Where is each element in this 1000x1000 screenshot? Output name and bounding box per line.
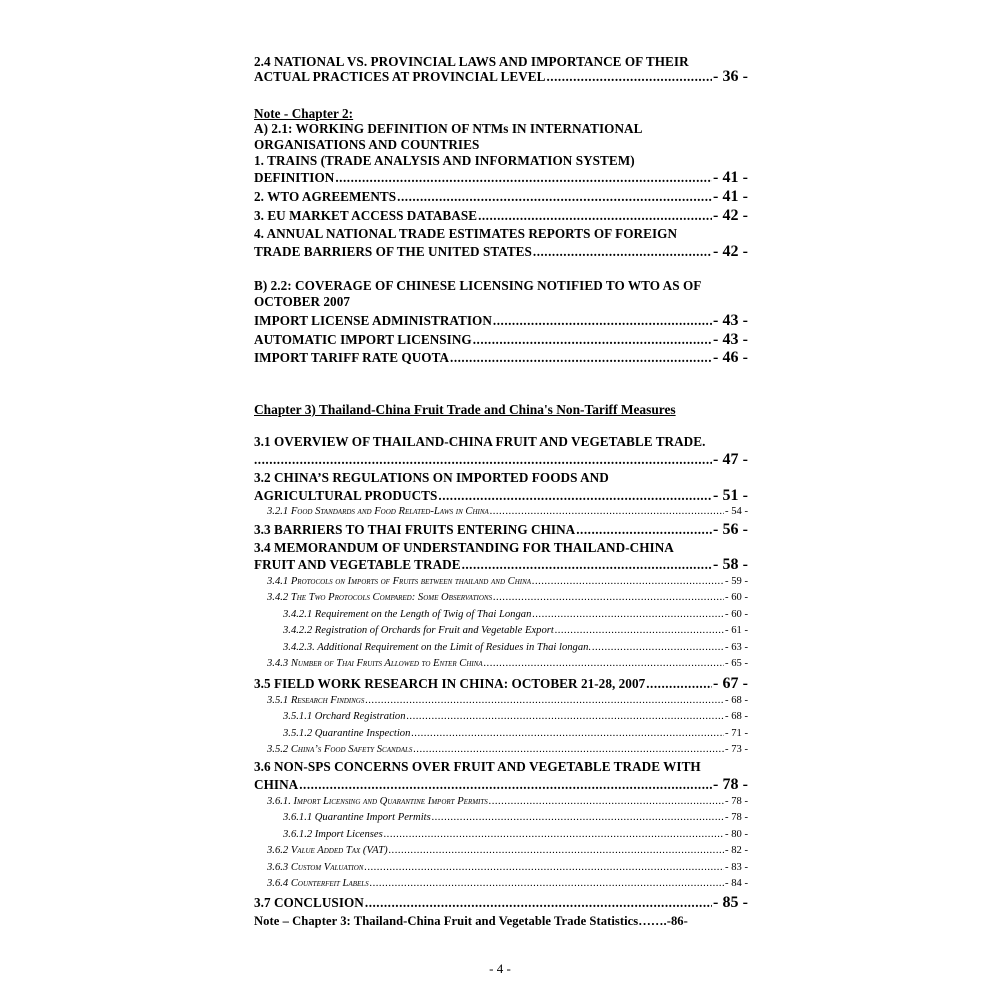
toc-entry-label: 3.5.1.2 Quarantine Inspection bbox=[283, 728, 411, 739]
page-number: - 68 - bbox=[725, 711, 748, 722]
toc-entry-label: 3.2.1 Food Standards and Food Related-Laws in China bbox=[267, 506, 489, 517]
toc-entry-3-6-line1: 3.6 NON-SPS CONCERNS OVER FRUIT AND VEGETABLE TRADE WITH bbox=[254, 759, 701, 774]
toc-entry-label: ACTUAL PRACTICES AT PROVINCIAL LEVEL bbox=[254, 69, 546, 84]
dot-leader bbox=[384, 830, 724, 841]
page-number: - 71 - bbox=[725, 728, 748, 739]
toc-entry-trains-line1: 1. TRAINS (TRADE ANALYSIS AND INFORMATION SYSTEM) bbox=[254, 153, 635, 168]
page-number: - 78 - bbox=[725, 812, 748, 823]
page-number: - 67 - bbox=[713, 675, 748, 692]
toc-entry-3-4-2-2[interactable] bbox=[283, 626, 748, 637]
toc-entry-label: 2. WTO AGREEMENTS bbox=[254, 189, 397, 204]
dot-leader bbox=[299, 778, 712, 791]
chapter-3-heading: Chapter 3) Thailand-China Fruit Trade and China's Non-Tariff Measures bbox=[254, 402, 676, 417]
page-number: - 41 - bbox=[713, 188, 748, 205]
toc-entry-3-4-2-3[interactable] bbox=[283, 643, 748, 654]
toc-entry-3-4-3[interactable] bbox=[267, 659, 748, 670]
dot-leader bbox=[254, 453, 712, 466]
page-number: - 68 - bbox=[725, 695, 748, 706]
toc-entry-label: TRADE BARRIERS OF THE UNITED STATES bbox=[254, 244, 532, 259]
dot-leader bbox=[532, 610, 724, 621]
toc-entry-label: 3.6.1. Import Licensing and Quarantine Import Permits bbox=[267, 796, 488, 807]
toc-entry-label: DEFINITION bbox=[254, 170, 335, 185]
toc-entry-label: 3.4.3 Number of Thai Fruits Allowed to Enter China bbox=[267, 658, 483, 669]
dot-leader bbox=[462, 558, 712, 571]
note-chapter-2-title: Note - Chapter 2: bbox=[254, 106, 354, 121]
toc-entry-label: 3. EU MARKET ACCESS DATABASE bbox=[254, 208, 478, 223]
toc-entry-annual-line1: 4. ANNUAL NATIONAL TRADE ESTIMATES REPORTS OF FOREIGN bbox=[254, 226, 678, 241]
note-2-b-line2: OCTOBER 2007 bbox=[254, 294, 350, 309]
page-number: - 54 - bbox=[725, 506, 748, 517]
toc-entry-3-6-2[interactable] bbox=[267, 846, 748, 857]
toc-entry-wto[interactable] bbox=[254, 189, 748, 205]
toc-entry-3-5-1-1[interactable] bbox=[283, 712, 748, 723]
toc-entry-2-4[interactable] bbox=[254, 69, 748, 85]
toc-entry-3-6-3[interactable] bbox=[267, 863, 748, 874]
toc-entry-3-4-2-1[interactable] bbox=[283, 610, 748, 621]
toc-entry-2-4-line1: 2.4 NATIONAL VS. PROVINCIAL LAWS AND IMPORTANCE OF THEIR bbox=[254, 54, 689, 69]
toc-entry-label: IMPORT TARIFF RATE QUOTA bbox=[254, 350, 450, 365]
dot-leader bbox=[473, 333, 712, 346]
page-number: - 42 - bbox=[713, 207, 748, 224]
toc-entry-ail[interactable] bbox=[254, 332, 748, 348]
toc-entry-3-4-2[interactable] bbox=[267, 593, 748, 604]
page-footer-number: - 4 - bbox=[489, 961, 511, 976]
toc-entry-3-6[interactable] bbox=[254, 777, 748, 793]
toc-entry-eu[interactable] bbox=[254, 208, 748, 224]
page-number: - 41 - bbox=[713, 169, 748, 186]
page-number: - 65 - bbox=[725, 658, 748, 669]
dot-leader bbox=[533, 245, 712, 258]
toc-entry-label: AGRICULTURAL PRODUCTS bbox=[254, 488, 438, 503]
page-number: - 78 - bbox=[713, 776, 748, 793]
dot-leader bbox=[335, 171, 712, 184]
dot-leader bbox=[397, 190, 712, 203]
toc-entry-label: 3.6.2 Value Added Tax (VAT) bbox=[267, 845, 388, 856]
toc-entry-label: 3.4.2.3. Additional Requirement on the Limit of Residues in Thai longan. bbox=[283, 642, 592, 653]
toc-entry-3-6-1-1[interactable] bbox=[283, 813, 748, 824]
toc-entry-3-5[interactable] bbox=[254, 676, 748, 692]
page-number: - 51 - bbox=[713, 487, 748, 504]
dot-leader bbox=[370, 879, 724, 890]
page-number: - 84 - bbox=[725, 878, 748, 889]
toc-entry-label: 3.6.4 Counterfeit Labels bbox=[267, 878, 369, 889]
page-number: - 47 - bbox=[713, 451, 748, 468]
toc-entry-label: 3.5.2 China’s Food Safety Scandals bbox=[267, 744, 413, 755]
page-number: - 56 - bbox=[713, 521, 748, 538]
toc-entry-label: 3.4.1 Protocols on Imports of Fruits between thailand and China bbox=[267, 576, 532, 587]
page-number: - 73 - bbox=[725, 744, 748, 755]
dot-leader bbox=[365, 896, 712, 909]
toc-entry-3-5-2[interactable] bbox=[267, 745, 748, 756]
toc-entry-label: Note – Chapter 3: Thailand-China Fruit and Vegetable Trade Statistics bbox=[254, 914, 639, 928]
dot-leader: ……. bbox=[638, 914, 667, 928]
toc-entry-3-1[interactable] bbox=[254, 452, 748, 468]
dot-leader bbox=[364, 863, 724, 874]
toc-entry-label: 3.6.1.1 Quarantine Import Permits bbox=[283, 812, 431, 823]
page-number: - 43 - bbox=[713, 331, 748, 348]
dot-leader bbox=[646, 677, 712, 690]
dot-leader bbox=[411, 729, 724, 740]
toc-entry-label: 3.6.1.2 Import Licenses bbox=[283, 829, 383, 840]
dot-leader bbox=[490, 507, 724, 518]
page-number: - 83 - bbox=[725, 862, 748, 873]
note-2-a-line1: A) 2.1: WORKING DEFINITION OF NTMs IN INTERNATIONAL bbox=[254, 121, 643, 136]
page-number: - 85 - bbox=[713, 894, 748, 911]
toc-entry-label: 3.5 FIELD WORK RESEARCH IN CHINA: OCTOBER 21-28, 2007 bbox=[254, 676, 646, 691]
page-number: - 60 - bbox=[725, 592, 748, 603]
toc-entry-ila[interactable] bbox=[254, 313, 748, 329]
toc-entry-3-2[interactable] bbox=[254, 488, 748, 504]
page-number: - 58 - bbox=[713, 556, 748, 573]
page-number: - 36 - bbox=[713, 68, 748, 85]
dot-leader bbox=[413, 745, 724, 756]
toc-entry-trains[interactable] bbox=[254, 170, 748, 186]
dot-leader bbox=[555, 626, 724, 637]
toc-entry-label: FRUIT AND VEGETABLE TRADE bbox=[254, 557, 461, 572]
toc-entry-3-4-line1: 3.4 MEMORANDUM OF UNDERSTANDING FOR THAILAND-CHINA bbox=[254, 540, 674, 555]
page-number: - 61 - bbox=[725, 625, 748, 636]
note-2-b-line1: B) 2.2: COVERAGE OF CHINESE LICENSING NOTIFIED TO WTO AS OF bbox=[254, 278, 702, 293]
page-number: - 59 - bbox=[725, 576, 748, 587]
page-number: - 80 - bbox=[725, 829, 748, 840]
toc-entry-3-5-1-2[interactable] bbox=[283, 729, 748, 740]
toc-entry-3-4-1[interactable] bbox=[267, 577, 748, 588]
dot-leader bbox=[438, 489, 712, 502]
toc-entry-3-2-1[interactable] bbox=[267, 507, 748, 518]
dot-leader bbox=[484, 659, 724, 670]
toc-entry-3-6-1-2[interactable] bbox=[283, 830, 748, 841]
dot-leader bbox=[592, 643, 724, 654]
toc-entry-label: 3.4.2.1 Requirement on the Length of Twig of Thai Longan bbox=[283, 609, 532, 620]
toc-entry-annual[interactable] bbox=[254, 244, 748, 260]
dot-leader bbox=[365, 696, 724, 707]
toc-entry-label: 3.7 CONCLUSION bbox=[254, 895, 364, 910]
dot-leader bbox=[489, 797, 724, 808]
toc-entry-3-4[interactable] bbox=[254, 557, 748, 573]
toc-entry-label: IMPORT LICENSE ADMINISTRATION bbox=[254, 313, 492, 328]
page-number: - 78 - bbox=[725, 796, 748, 807]
dot-leader bbox=[532, 577, 724, 588]
toc-entry-3-1-line1: 3.1 OVERVIEW OF THAILAND-CHINA FRUIT AND VEGETABLE TRADE. bbox=[254, 434, 706, 449]
toc-entry-itrq[interactable] bbox=[254, 350, 748, 366]
page-number: -86- bbox=[666, 914, 688, 928]
toc-entry-label: 3.5.1.1 Orchard Registration bbox=[283, 711, 406, 722]
toc-entry-3-6-4[interactable] bbox=[267, 879, 748, 890]
dot-leader bbox=[450, 351, 712, 364]
toc-entry-note-chapter-3[interactable] bbox=[254, 915, 748, 928]
toc-entry-3-7[interactable] bbox=[254, 895, 748, 911]
toc-entry-label: 3.3 BARRIERS TO THAI FRUITS ENTERING CHINA bbox=[254, 522, 576, 537]
page-number: - 63 - bbox=[725, 642, 748, 653]
page-number: - 46 - bbox=[713, 349, 748, 366]
toc-entry-label: 3.6.3 Custom Valuation bbox=[267, 862, 364, 873]
toc-entry-label: 3.4.2.2 Registration of Orchards for Fruit and Vegetable Export bbox=[283, 625, 554, 636]
toc-entry-label: AUTOMATIC IMPORT LICENSING bbox=[254, 332, 472, 347]
toc-entry-label: 3.5.1 Research Findings bbox=[267, 695, 365, 706]
dot-leader bbox=[407, 712, 725, 723]
toc-entry-3-2-line1: 3.2 CHINA’S REGULATIONS ON IMPORTED FOODS AND bbox=[254, 470, 609, 485]
toc-entry-3-3[interactable] bbox=[254, 522, 748, 538]
dot-leader bbox=[432, 813, 724, 824]
toc-entry-3-6-1[interactable] bbox=[267, 797, 748, 808]
toc-entry-label: CHINA bbox=[254, 777, 299, 792]
page-number: - 43 - bbox=[713, 312, 748, 329]
page-number: - 60 - bbox=[725, 609, 748, 620]
toc-entry-label: 3.4.2 The Two Protocols Compared: Some Observations bbox=[267, 592, 493, 603]
page-number: - 42 - bbox=[713, 243, 748, 260]
dot-leader bbox=[493, 593, 724, 604]
dot-leader bbox=[547, 70, 713, 83]
dot-leader bbox=[493, 314, 712, 327]
dot-leader bbox=[478, 209, 712, 222]
page-number: - 82 - bbox=[725, 845, 748, 856]
toc-entry-3-5-1[interactable] bbox=[267, 696, 748, 707]
note-2-a-line2: ORGANISATIONS AND COUNTRIES bbox=[254, 137, 480, 152]
dot-leader bbox=[576, 523, 712, 536]
dot-leader bbox=[389, 846, 724, 857]
